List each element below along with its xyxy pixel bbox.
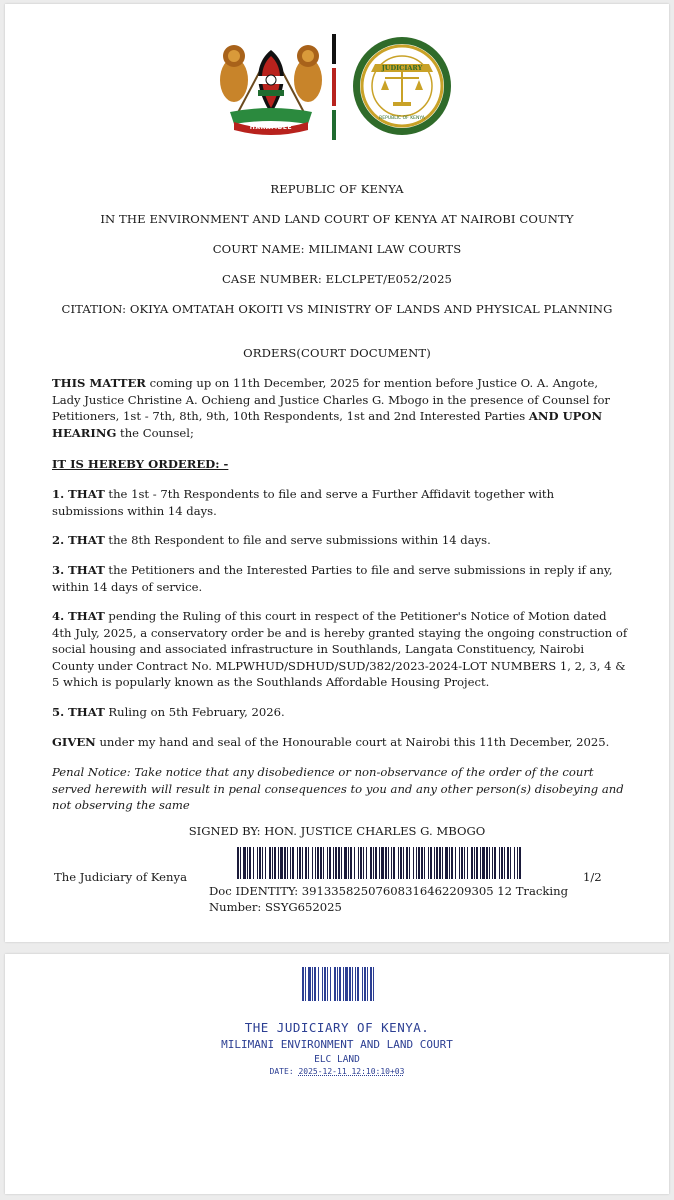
kenya-flag-divider	[332, 34, 336, 140]
order-number: 3. THAT	[52, 563, 105, 577]
stamp-line-judiciary: THE JUDICIARY OF KENYA.	[244, 1020, 430, 1035]
document-title: ORDERS(COURT DOCUMENT)	[243, 346, 431, 360]
intro-lead: THIS MATTER	[52, 376, 146, 390]
case-number: CASE NUMBER: ELCLPET/E052/2025	[221, 272, 453, 286]
order-text: Ruling on 5th February, 2026.	[104, 705, 285, 719]
order-text: the 8th Respondent to file and serve submissions within 14 days.	[104, 533, 491, 547]
order-item	[52, 486, 628, 519]
page-number: 1/2	[583, 870, 602, 884]
order-item	[52, 562, 628, 595]
order-item	[52, 532, 628, 549]
court-name: COURT NAME: MILIMANI LAW COURTS	[212, 242, 462, 256]
stamp-date-label: DATE:	[269, 1067, 294, 1076]
order-text: the 1st - 7th Respondents to file and serve a Further Affidavit together with submissions within 14 days.	[52, 487, 555, 518]
coat-motto: HARAMBEE	[249, 124, 293, 131]
seal-title: JUDICIARY	[381, 64, 423, 72]
intro-hearing: AND UPON HEARING	[52, 409, 603, 440]
footer-issuer: The Judiciary of Kenya	[54, 870, 187, 884]
signed-by: SIGNED BY: HON. JUSTICE CHARLES G. MBOGO	[188, 824, 486, 838]
stamp-line-court: MILIMANI ENVIRONMENT AND LAND COURT	[221, 1038, 453, 1051]
ordered-heading-text: IT IS HEREBY ORDERED: -	[52, 457, 229, 471]
penal-notice: Penal Notice: Take notice that any disobedience or non-observance of the order of the court served herewith will result in penal consequences to you and any other person(s) disobeying and not observing the same	[52, 765, 624, 812]
order-text: the Petitioners and the Interested Parties to file and serve submissions in reply if any, within 14 days of service.	[52, 563, 613, 594]
given-lead: GIVEN	[52, 735, 96, 749]
barcode-icon	[237, 847, 521, 879]
seal-subtitle: REPUBLIC OF KENYA	[379, 116, 425, 121]
order-text: pending the Ruling of this court in respect of the Petitioner's Notice of Motion dated 4th July, 2025, a conservatory order be and is hereby granted staying the ongoing construction of social housing and associated infrastructure in Southlands, Langata Constituency, Nairobi County under Contract No. MLPWHUD/SDHUD/SUD/382/2023-2024-LOT NUMBERS 1, 2, 3, 4 & 5 which is popularly known as the Southlands Affordable Housing Project.	[52, 609, 628, 689]
judiciary-seal-icon	[351, 34, 453, 138]
intro-tail: the Counsel;	[116, 425, 194, 440]
stamp-date-value: 2025-12-11 12:10:10+03	[298, 1067, 405, 1076]
intro-paragraph	[52, 375, 628, 441]
document-page-2	[5, 954, 669, 1194]
stamp-line-division: ELC LAND	[314, 1054, 360, 1065]
order-number: 5. THAT	[52, 705, 105, 719]
order-item	[52, 608, 628, 691]
order-number: 4. THAT	[52, 609, 105, 623]
document-page-1	[5, 4, 669, 942]
court-heading: IN THE ENVIRONMENT AND LAND COURT OF KENYA AT NAIROBI COUNTY	[100, 212, 574, 226]
republic-heading: REPUBLIC OF KENYA	[270, 182, 404, 196]
order-item	[52, 704, 628, 721]
stamp-barcode-icon	[302, 967, 376, 1001]
given-text: under my hand and seal of the Honourable court at Nairobi this 11th December, 2025.	[95, 735, 610, 749]
ordered-heading	[52, 456, 628, 473]
intro-text: coming up on 11th December, 2025 for mention before Justice O. A. Angote, Lady Justice Christine A. Ochieng and Justice Charles G. Mbogo in the presence of Counsel for Petitioners, 1st - 7th, 8th, 9th, 10th Respondents, 1st and 2nd Interested Parties	[52, 376, 610, 423]
order-number: 2. THAT	[52, 533, 105, 547]
stamp-date	[5, 1067, 669, 1076]
kenya-coat-of-arms-icon	[212, 34, 330, 138]
order-number: 1. THAT	[52, 487, 105, 501]
given-paragraph	[52, 734, 628, 751]
doc-identity: Doc IDENTITY: 39133582507608316462209305 12 Tracking Number: SSYG652025	[209, 884, 569, 914]
citation: CITATION: OKIYA OMTATAH OKOITI VS MINISTRY OF LANDS AND PHYSICAL PLANNING	[61, 302, 613, 316]
